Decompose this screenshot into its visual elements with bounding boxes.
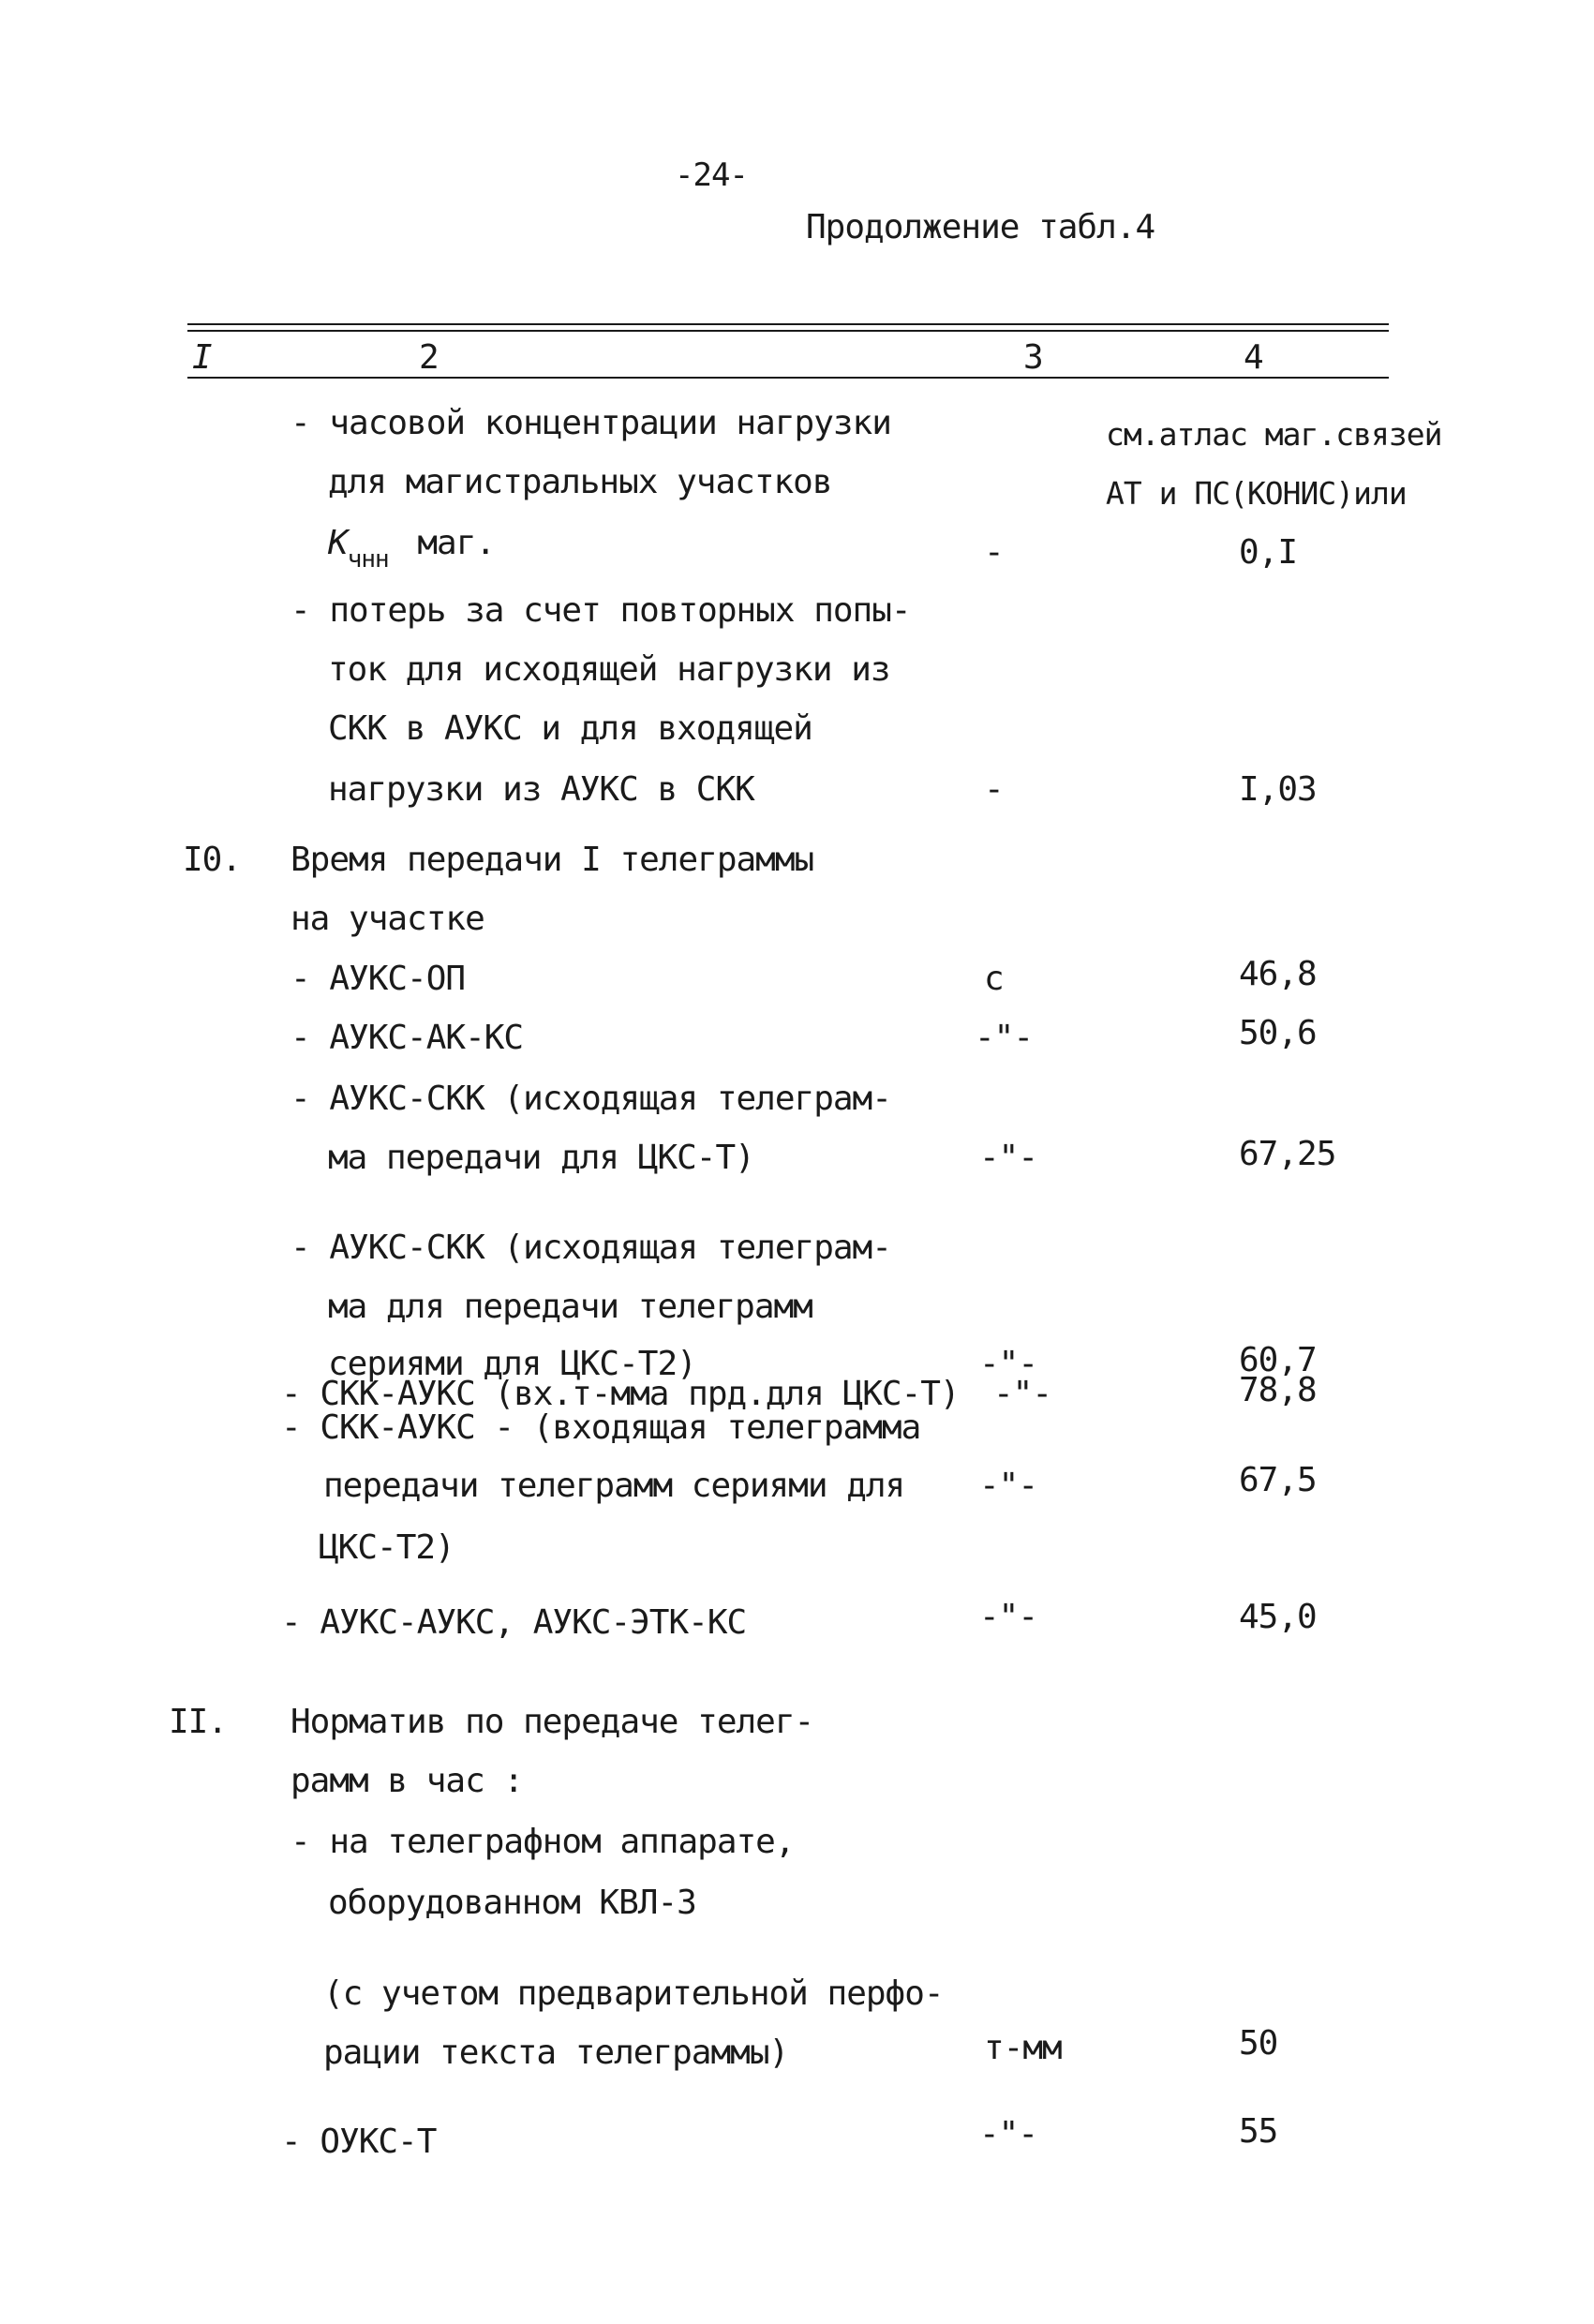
row-text: - ОУКС-Т (281, 2123, 437, 2161)
table-top-rule-2 (187, 330, 1389, 332)
row-text: рамм в час : (290, 1762, 524, 1800)
row-text: - АУКС-АК-КС (290, 1019, 524, 1057)
row-text: СКК в АУКС и для входящей (328, 709, 812, 748)
row-text: - АУКС-СКК (исходящая телеграм- (290, 1080, 891, 1118)
row-value: 50,6 (1239, 1014, 1317, 1052)
row-text: - СКК-АУКС - (входящая телеграмма (281, 1408, 921, 1447)
row-text: ма для передачи телеграмм (328, 1288, 812, 1326)
row-text: - АУКС-СКК (исходящая телеграм- (290, 1229, 891, 1267)
row-unit: - (984, 533, 1004, 572)
row-text: ЦКС-Т2) (319, 1528, 454, 1567)
row-text: - на телеграфном аппарате, (290, 1823, 795, 1861)
row-text: - АУКС-АУКС, АУКС-ЭТК-КС (281, 1603, 747, 1642)
row-value: 0,I (1239, 533, 1298, 572)
row-value: 78,8 (1239, 1371, 1317, 1409)
row-unit: -"- (979, 1467, 1038, 1505)
table-header-rule (187, 377, 1389, 379)
header-col-3: 3 (1023, 338, 1043, 377)
page-number: -24- (675, 156, 748, 194)
row-text: ток для исходящей нагрузки из (328, 650, 890, 689)
row-text: Время передачи I телеграммы (290, 841, 814, 879)
header-col-4: 4 (1244, 338, 1263, 377)
row-unit: т-мм (984, 2029, 1062, 2067)
row-value: 50 (1239, 2024, 1278, 2063)
row-value: 60,7 (1239, 1341, 1317, 1379)
col4-note-line1: см.атлас маг.связей (1106, 416, 1442, 453)
k-symbol: К (328, 524, 348, 562)
section-number: II. (169, 1703, 228, 1741)
row-text: передачи телеграмм сериями для (323, 1467, 905, 1505)
row-text: для магистральных участков (328, 463, 832, 501)
row-text: - СКК-АУКС (вх.т-мма прд.для ЦКС-Т) (281, 1375, 960, 1413)
row-value: I,03 (1239, 770, 1317, 809)
row-unit: -"- (979, 1139, 1038, 1177)
row-value: 46,8 (1239, 955, 1317, 993)
header-col-2: 2 (419, 338, 439, 377)
row-text: нагрузки из АУКС в СКК (328, 770, 754, 809)
row-value: 67,25 (1239, 1135, 1336, 1173)
table-top-rule-1 (187, 323, 1389, 325)
row-text: рации текста телеграммы) (323, 2034, 789, 2072)
row-value: 45,0 (1239, 1598, 1317, 1636)
row-text: - часовой концентрации нагрузки (290, 404, 891, 442)
row-text: - потерь за счет повторных попы- (290, 591, 911, 630)
row-value: 55 (1239, 2112, 1278, 2151)
row-unit: с (984, 960, 1004, 998)
header-col-1: I (192, 338, 212, 377)
row-unit: -"- (979, 1345, 1038, 1383)
row-unit: -"- (979, 1598, 1038, 1636)
row-unit: -"- (979, 2115, 1038, 2153)
row-text: - АУКС-ОП (290, 960, 466, 998)
row-text: (с учетом предварительной перфо- (323, 1974, 944, 2013)
row-text: сериями для ЦКС-Т2) (328, 1345, 696, 1383)
k-subscript: чнн (347, 545, 389, 574)
col4-note-line2: АТ и ПС(КОНИС)или (1106, 475, 1407, 512)
row-text: на участке (290, 900, 484, 938)
row-text: ма передачи для ЦКС-Т) (328, 1139, 754, 1177)
continuation-title: Продолжение табл.4 (806, 208, 1155, 246)
row-value: 67,5 (1239, 1461, 1317, 1499)
row-unit: -"- (993, 1375, 1052, 1413)
row-text: оборудованном КВЛ-3 (328, 1884, 696, 1922)
row-unit: - (984, 770, 1004, 809)
row-unit: -"- (975, 1019, 1034, 1057)
section-number: I0. (183, 841, 242, 879)
row-k-formula (328, 524, 496, 574)
row-text: Норматив по передаче телег- (290, 1703, 814, 1741)
k-suffix: маг. (417, 524, 496, 562)
